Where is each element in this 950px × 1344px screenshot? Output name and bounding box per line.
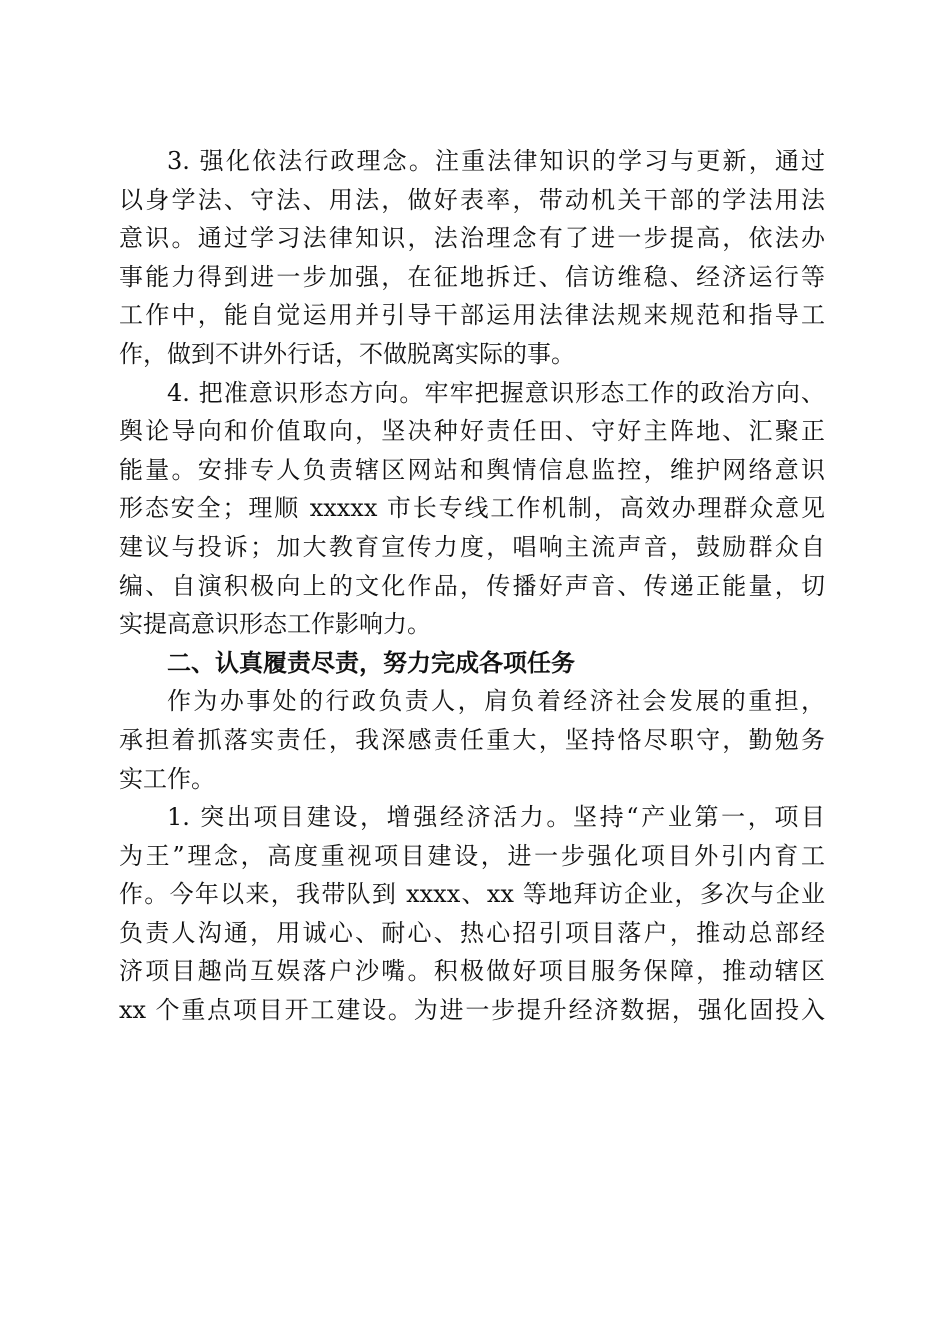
text-line: 实提高意识形态工作影响力。	[119, 610, 431, 639]
text-line: 作，做到不讲外行话，不做脱离实际的事。	[119, 339, 575, 368]
text-line: 意识。通过学习法律知识，法治理念有了进一步提高，依法办	[119, 224, 825, 253]
text-line: 承担着抓落实责任，我深感责任重大，坚持恪尽职守，勤勉务	[119, 725, 825, 754]
text-line: 实工作。	[119, 764, 215, 793]
section-heading	[119, 644, 825, 683]
text-line: 济项目趣尚互娱落户沙嘴。积极做好项目服务保障，推动辖区	[119, 957, 825, 986]
text-line: 作。今年以来，我带队到 xxxx、xx 等地拜访企业，多次与企业	[119, 880, 825, 909]
text-line: 编、自演积极向上的文化作品，传播好声音、传递正能量，切	[119, 571, 825, 600]
text-line: 负责人沟通，用诚心、耐心、热心招引项目落户，推动总部经	[119, 918, 825, 947]
section-heading-text: 二、认真履责尽责，努力完成各项任务	[167, 648, 575, 677]
text-line: 事能力得到进一步加强，在征地拆迁、信访维稳、经济运行等	[119, 262, 825, 291]
text-line: 为王”理念，高度重视项目建设，进一步强化项目外引内育工	[119, 841, 825, 870]
text-line: 3. 强化依法行政理念。注重法律知识的学习与更新，通过	[167, 147, 825, 175]
text-line: 作为办事处的行政负责人，肩负着经济社会发展的重担，	[167, 687, 825, 716]
text-line: 以身学法、守法、用法，做好表率，带动机关干部的学法用法	[119, 185, 825, 214]
text-line: 工作中，能自觉运用并引导干部运用法律法规来规范和指导工	[119, 301, 825, 330]
paragraph-ideology-direction	[119, 374, 825, 644]
text-line: 4. 把准意识形态方向。牢牢把握意识形态工作的政治方向、	[167, 378, 825, 407]
text-line: 1. 突出项目建设，增强经济活力。坚持“产业第一，项目	[167, 803, 825, 832]
text-line: xx 个重点项目开工建设。为进一步提升经济数据，强化固投入	[119, 996, 825, 1025]
paragraph-legal-administration	[119, 142, 825, 374]
text-line: 形态安全；理顺 xxxxx 市长专线工作机制，高效办理群众意见	[119, 494, 825, 523]
document-body	[119, 142, 825, 1030]
paragraph-intro	[119, 682, 825, 798]
paragraph-project-construction	[119, 798, 825, 1030]
text-line: 舆论导向和价值取向，坚决种好责任田、守好主阵地、汇聚正	[119, 417, 825, 446]
text-line: 能量。安排专人负责辖区网站和舆情信息监控，维护网络意识	[119, 455, 825, 484]
text-line: 建议与投诉；加大教育宣传力度，唱响主流声音，鼓励群众自	[119, 532, 825, 561]
